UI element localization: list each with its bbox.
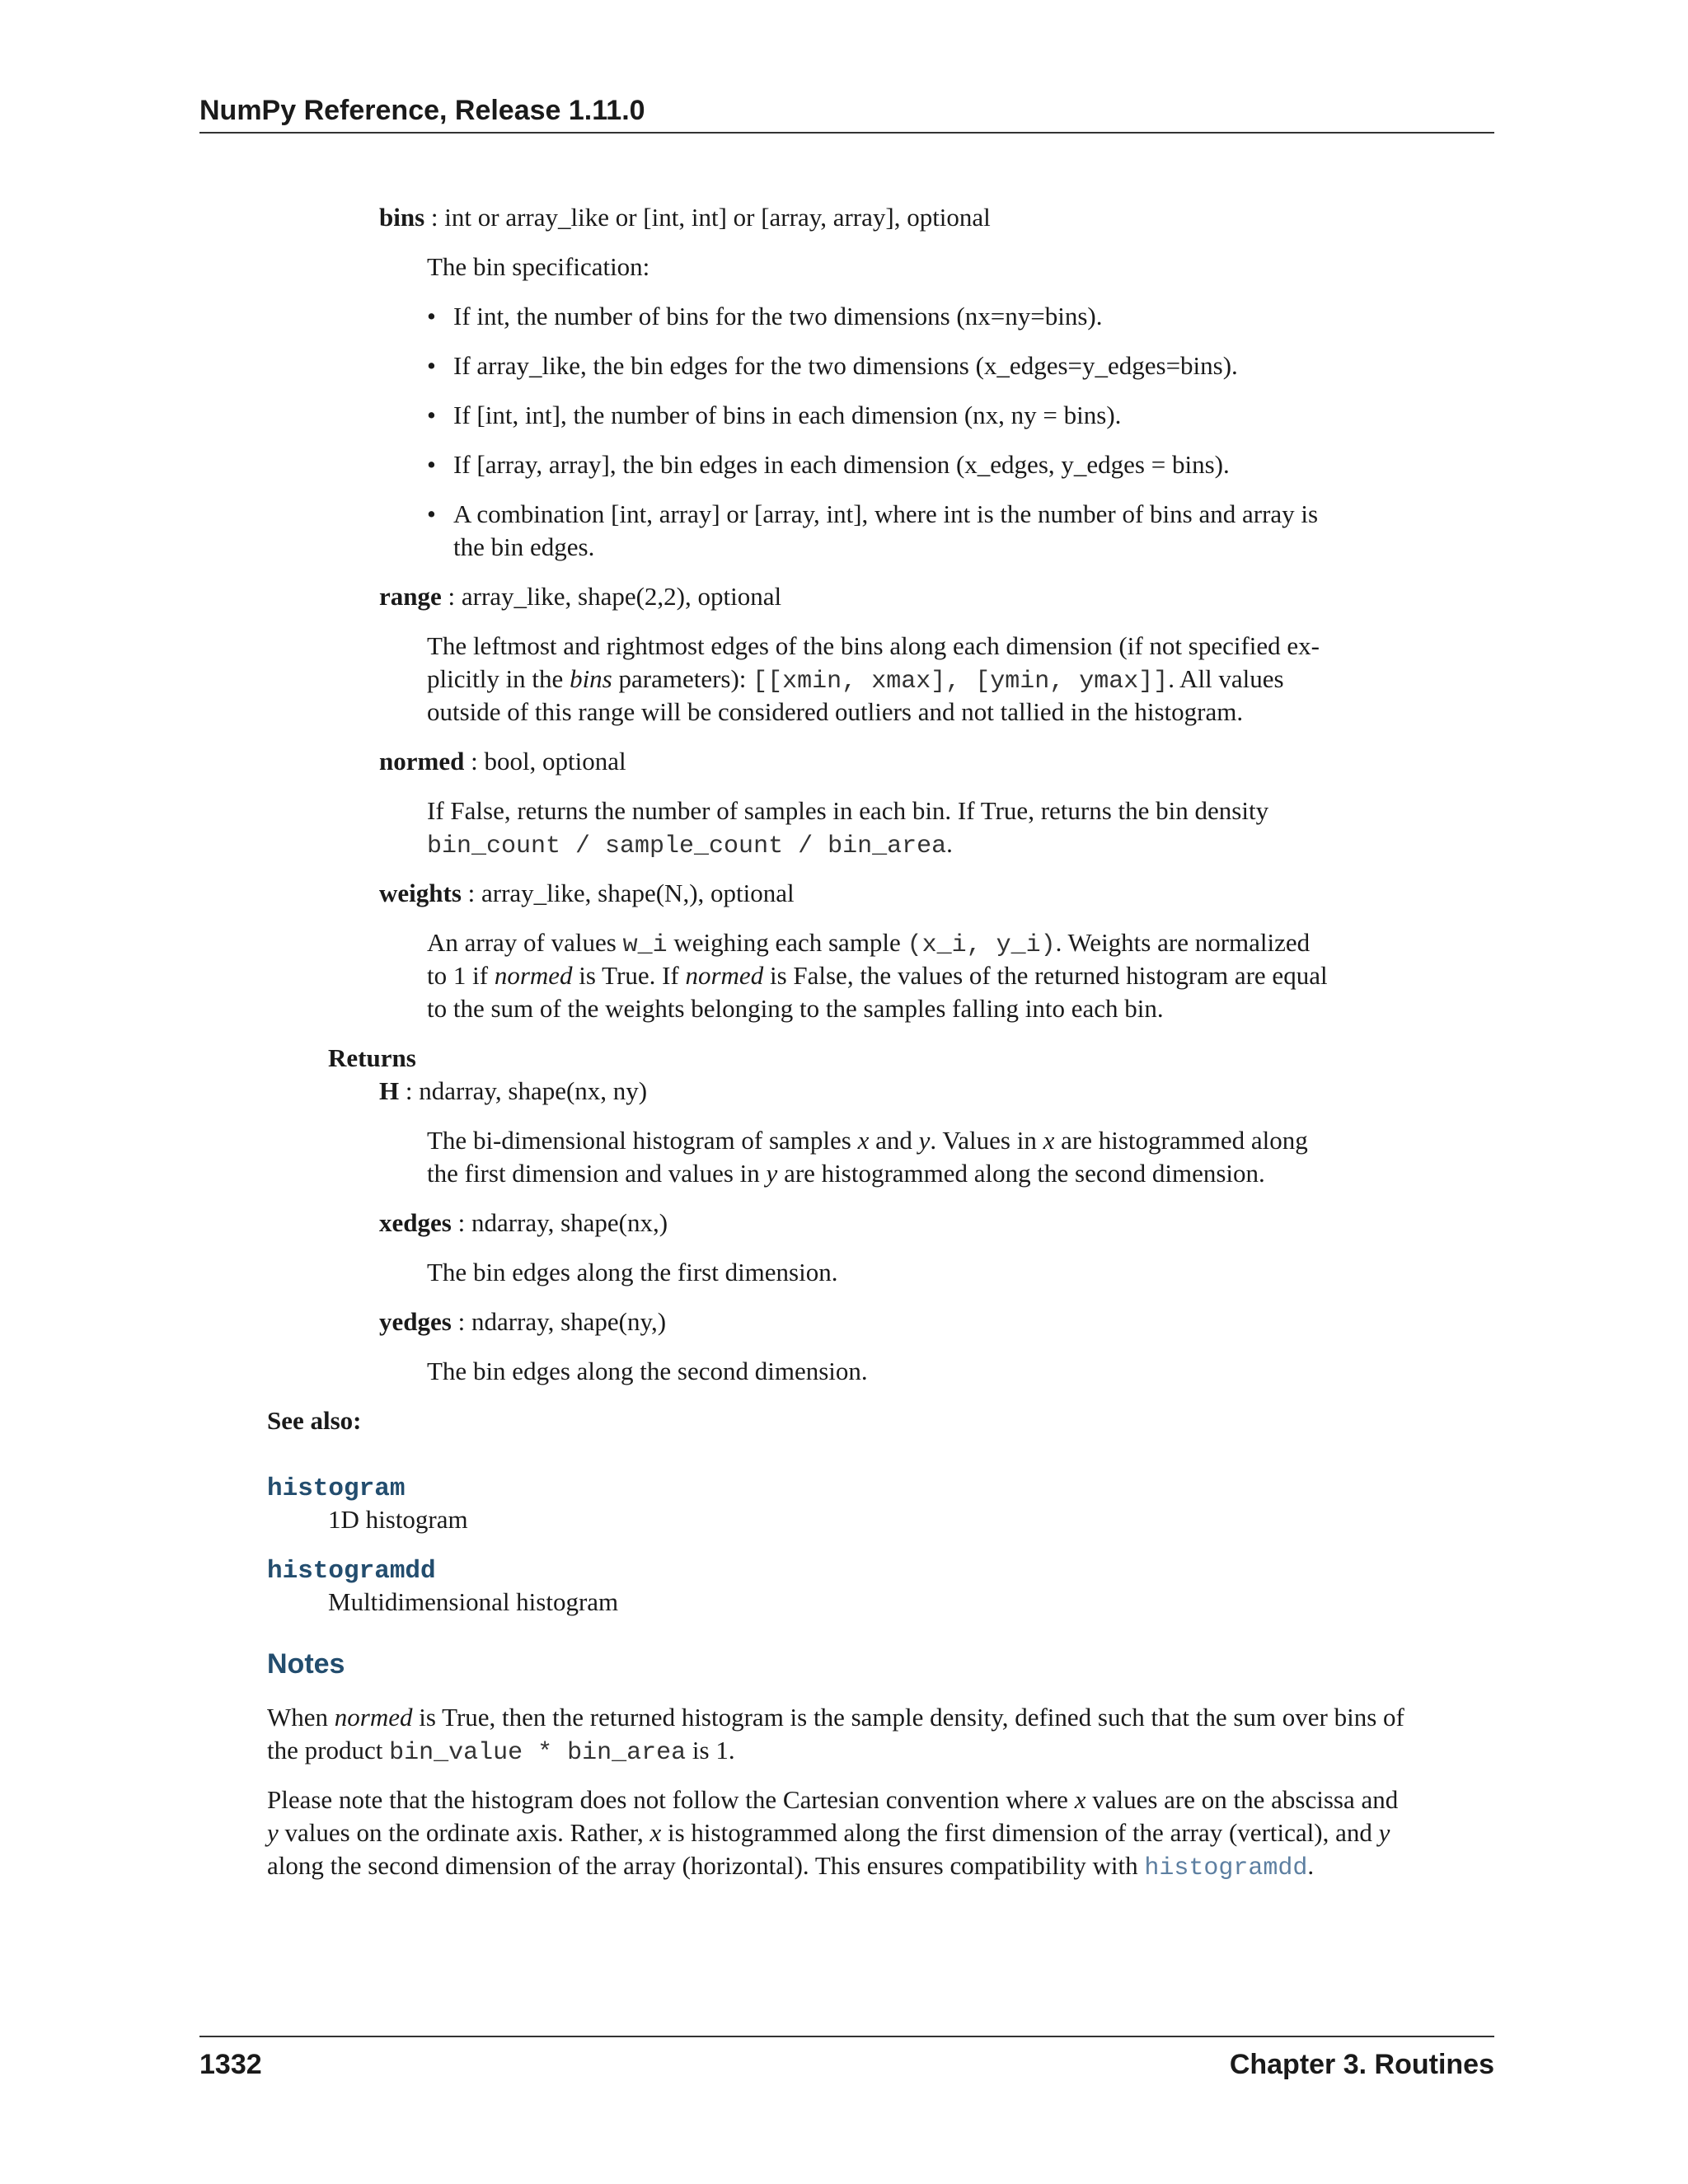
page-number: 1332 — [199, 2049, 262, 2080]
H-desc-line2: the first dimension and values in y are histogrammed along the second dimension. — [427, 1159, 1265, 1188]
see-also-desc: Multidimensional histogram — [328, 1587, 619, 1616]
param-name: bins — [379, 203, 425, 232]
list-item-continuation: the bin edges. — [453, 532, 595, 561]
code-span: [[xmin, xmax], [ymin, ymax]] — [753, 668, 1169, 696]
histogramdd-link[interactable]: histogramdd — [1144, 1854, 1308, 1882]
param-range — [379, 580, 781, 613]
param-name: H — [379, 1076, 400, 1105]
notes-heading: Notes — [267, 1648, 345, 1680]
range-desc-line3: outside of this range will be considered outliers and not tallied in the histogram. — [427, 697, 1244, 726]
notes-p1-line2: the product bin_value * bin_area is 1. — [267, 1736, 735, 1767]
weights-desc-line2: to 1 if normed is True. If normed is False, the values of the returned histogram are equal — [427, 961, 1328, 990]
returns-label: Returns — [328, 1043, 416, 1072]
notes-p1-line1: When normed is True, then the returned histogram is the sample density, defined such that the sum over bins of — [267, 1703, 1404, 1732]
see-also-label: See also: — [267, 1406, 362, 1435]
list-item: • If array_like, the bin edges for the two dimensions (x_edges=y_edges=bins). — [427, 351, 1238, 380]
param-normed — [379, 745, 626, 778]
xedges-desc: The bin edges along the first dimension. — [427, 1258, 838, 1286]
normed-desc-line2: bin_count / sample_count / bin_area. — [427, 829, 953, 860]
param-type: : array_like, shape(2,2), optional — [441, 582, 782, 611]
param-name: range — [379, 582, 442, 611]
notes-p2-line3: along the second dimension of the array (horizontal). This ensures compatibility with histogramdd. — [267, 1851, 1315, 1882]
see-also-desc: 1D histogram — [328, 1505, 468, 1534]
header-title: NumPy Reference, Release 1.11.0 — [199, 95, 645, 126]
return-yedges — [379, 1305, 666, 1338]
param-name: xedges — [379, 1208, 452, 1237]
param-type: : ndarray, shape(nx,) — [451, 1208, 668, 1237]
yedges-desc: The bin edges along the second dimension. — [427, 1357, 868, 1385]
weights-desc-line1: An array of values w_i weighing each sample (x_i, y_i). Weights are normalized — [427, 928, 1311, 959]
list-item: • If int, the number of bins for the two dimensions (nx=ny=bins). — [427, 302, 1103, 330]
page-footer — [199, 2036, 1494, 2087]
range-desc-line2: plicitly in the bins parameters): [[xmin, xmax], [ymin, ymax]]. All values — [427, 664, 1284, 696]
return-xedges — [379, 1207, 668, 1240]
notes-p2-line2: y values on the ordinate axis. Rather, x is histogrammed along the first dimension of the array (vertical), and y — [267, 1818, 1390, 1847]
param-name: normed — [379, 747, 465, 776]
code-span: w_i — [622, 931, 668, 959]
normed-desc-line1: If False, returns the number of samples in each bin. If True, returns the bin density — [427, 796, 1269, 825]
param-bins — [379, 201, 991, 234]
param-type: : int or array_like or [int, int] or [array, array], optional — [424, 203, 991, 232]
param-name: weights — [379, 879, 462, 907]
range-desc-line1: The leftmost and rightmost edges of the bins along each dimension (if not specified ex- — [427, 631, 1320, 660]
H-desc-line1: The bi-dimensional histogram of samples x and y. Values in x are histogrammed along — [427, 1126, 1308, 1155]
code-span: bin_count / sample_count / bin_area — [427, 832, 947, 860]
see-also-link-histogram[interactable]: histogram — [267, 1474, 406, 1503]
page-header — [199, 92, 1494, 134]
list-item: • A combination [int, array] or [array, int], where int is the number of bins and array is — [427, 499, 1319, 528]
code-span: bin_value * bin_area — [389, 1739, 687, 1767]
code-span: (x_i, y_i) — [907, 931, 1056, 959]
list-item: • If [int, int], the number of bins in each dimension (nx, ny = bins). — [427, 401, 1122, 429]
param-type: : bool, optional — [464, 747, 626, 776]
list-item: • If [array, array], the bin edges in each dimension (x_edges, y_edges = bins). — [427, 450, 1230, 479]
param-weights — [379, 877, 795, 910]
param-type: : ndarray, shape(ny,) — [451, 1307, 667, 1336]
param-type: : array_like, shape(N,), optional — [461, 879, 795, 907]
weights-desc-line3: to the sum of the weights belonging to the samples falling into each bin. — [427, 994, 1164, 1023]
param-name: yedges — [379, 1307, 452, 1336]
bins-intro: The bin specification: — [427, 252, 650, 281]
chapter-title: Chapter 3. Routines — [1229, 2049, 1494, 2080]
param-type: : ndarray, shape(nx, ny) — [399, 1076, 648, 1105]
return-H — [379, 1075, 647, 1108]
see-also-link-histogramdd[interactable]: histogramdd — [267, 1557, 436, 1586]
notes-p2-line1: Please note that the histogram does not follow the Cartesian convention where x values are on the abscissa and — [267, 1785, 1399, 1814]
